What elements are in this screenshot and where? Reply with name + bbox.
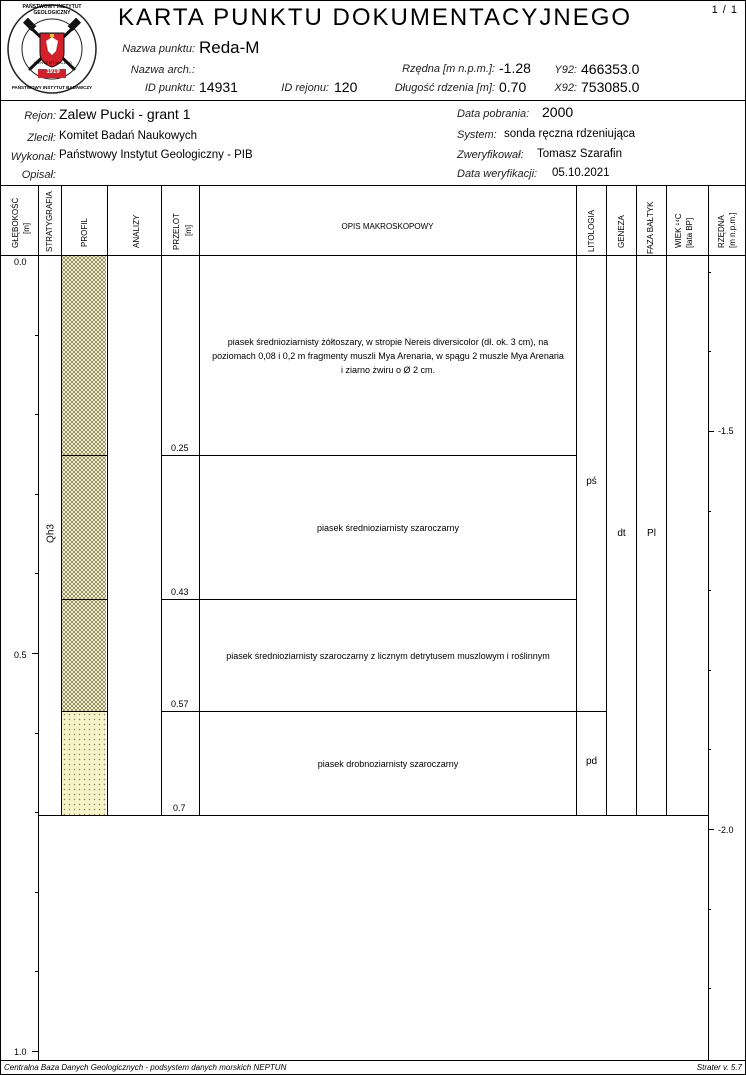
rzedna-tick: [708, 909, 711, 910]
col-rzedna-unit: [m n.p.m.]: [728, 212, 737, 248]
faza-value: Pl: [647, 528, 656, 539]
x92-label: X92:: [554, 82, 577, 94]
interval-1-bottom: 0.25: [171, 443, 189, 453]
depth-tick: [32, 255, 38, 256]
depth-tick: [35, 812, 38, 813]
id-rejonu-label: ID rejonu:: [281, 82, 329, 94]
przelot-left: [161, 255, 162, 815]
nazwa-punktu-value: Reda-M: [199, 38, 260, 57]
data-weryfikacji-label: Data weryfikacji:: [457, 168, 538, 180]
rzedna-tick: [708, 511, 711, 512]
litologia-1: pś: [586, 476, 597, 487]
logo-motto: MENTE ET MALLEO: [34, 60, 72, 65]
x92-value: 753085.0: [581, 79, 640, 95]
col-wiek-unit: [lata BP]: [685, 217, 694, 248]
col-sep-przelot: [199, 185, 200, 255]
zlecil-value: Komitet Badań Naukowych: [59, 130, 198, 142]
depth-tick: [35, 892, 38, 893]
rzedna-tick: [708, 272, 711, 273]
profil-b2: [61, 599, 107, 600]
depth-1: 1.0: [14, 1047, 27, 1057]
interval-2-desc: piasek średnioziarnisty szaroczarny: [316, 522, 460, 533]
column-header-top: [0, 185, 746, 186]
pig-emblem-icon: [6, 3, 98, 95]
col-sep-analizy: [161, 185, 162, 255]
profil-b1: [61, 455, 107, 456]
col-sep-strat: [61, 185, 62, 255]
depth-05: 0.5: [14, 650, 27, 660]
data-pobrania-label: Data pobrania:: [457, 108, 530, 120]
opisal-label: Opisał:: [21, 169, 56, 181]
depth-tick: [35, 971, 38, 972]
stratygrafia-value: Qh3: [45, 524, 57, 543]
wykonal-label: Wykonał:: [10, 151, 56, 163]
rzedna-label: Rzędna [m n.p.m.]:: [402, 63, 495, 75]
interval-3-desc: piasek średnioziarnisty szaroczarny z licznym detrytusem muszlowym i roślinnym: [226, 650, 550, 661]
col-wiek: WIEK ¹⁴C: [674, 213, 683, 248]
data-weryfikacji-value: 05.10.2021: [552, 167, 610, 179]
faza-right: [666, 255, 667, 815]
footer-divider: [0, 1060, 746, 1061]
depth-tick: [32, 1051, 38, 1052]
y92-value: 466353.0: [581, 61, 640, 77]
col-analizy: ANALIZY: [132, 214, 141, 248]
system-label: System:: [457, 129, 497, 141]
card-title: KARTA PUNKTU DOKUMENTACYJNEGO: [118, 4, 633, 31]
geneza-value: dt: [617, 528, 626, 539]
interval-2-bottom: 0.43: [171, 587, 189, 597]
rzedna-tick: [708, 749, 711, 750]
nazwa-arch-label: Nazwa arch.:: [130, 64, 195, 76]
col-profil: PROFIL: [80, 218, 89, 247]
id-rejonu-value: 120: [334, 79, 358, 95]
dlugosc-label: Długość rdzenia [m]:: [394, 82, 495, 94]
depth-0: 0.0: [14, 257, 27, 267]
depth-tick: [35, 573, 38, 574]
header-divider: [0, 100, 746, 101]
col-sep-opis: [576, 185, 577, 255]
data-pobrania-value: 2000: [542, 104, 574, 120]
system-value: sonda ręczna rdzeniująca: [504, 128, 636, 140]
col-sep-faza: [666, 185, 667, 255]
rzedna-15: -1.5: [718, 426, 734, 436]
rzedna-tick: [708, 988, 711, 989]
depth-tick: [35, 414, 38, 415]
profil-left: [61, 255, 62, 815]
footer-source: Centralna Baza Danych Geologicznych - podsystem danych morskich NEPTUN: [4, 1063, 287, 1072]
id-punktu-value: 14931: [199, 79, 238, 95]
col-sep-profil: [107, 185, 108, 255]
nazwa-punktu-label: Nazwa punktu:: [122, 43, 195, 55]
profil-b3: [61, 711, 107, 712]
id-punktu-label: ID punktu:: [144, 82, 195, 94]
col-przelot: PRZELOT: [172, 213, 181, 250]
rzedna-value: -1.28: [499, 60, 531, 76]
zweryfikowal-label: Zweryfikował:: [457, 149, 524, 161]
profile-medium-sand: [62, 256, 106, 711]
zweryfikowal-value: Tomasz Szarafin: [537, 148, 623, 160]
depth-tick: [32, 653, 38, 654]
interval-4-bottom: 0.7: [173, 803, 186, 813]
logo-bottom-text: PAŃSTWOWY INSTYTUT BADAWCZY: [11, 85, 93, 90]
dlugosc-value: 0.70: [499, 79, 527, 95]
depth-tick: [35, 494, 38, 495]
profil-right: [107, 255, 108, 815]
interval-4-desc: piasek drobnoziarnisty szaroczarny: [317, 758, 459, 769]
page-number: 1 / 1: [711, 4, 738, 16]
pig-logo: [6, 3, 98, 95]
col-opis: OPIS MAKROSKOPOWY: [341, 222, 434, 231]
depth-tick: [35, 733, 38, 734]
wykonal-value: Państwowy Instytut Geologiczny - PIB: [59, 149, 253, 161]
rejon-label: Rejon:: [24, 110, 56, 122]
col-geneza: GENEZA: [617, 215, 626, 248]
col-litologia: LITOLOGIA: [587, 209, 596, 252]
col-glebokosc-unit: [m]: [22, 222, 31, 234]
col-sep-depth: [38, 185, 39, 1060]
interval-1-desc: piasek średnioziarnisty żółtoszary, w stropie Nereis diversicolor (dł. ok. 3 cm), na poziomach 0,08 i 0,2 m fragmenty muszli Mya Arenaria, w spągu 2 muszle Mya Arenaria i ziarno żwiru o Ø 2 cm.: [212, 336, 564, 375]
logo-year: 1919: [46, 69, 60, 75]
interval-3-bottom: 0.57: [171, 699, 189, 709]
opis-right: [576, 255, 577, 815]
litologia-2: pd: [585, 756, 598, 767]
col-sep-wiek: [708, 185, 709, 1060]
col-przelot-unit: [m]: [184, 224, 193, 236]
col-sep-lit: [606, 185, 607, 255]
logo-top-text: PAŃSTWOWY INSTYTUT GEOLOGICZNY: [22, 4, 82, 16]
col-faza: FAZA BAŁTYK: [646, 201, 655, 254]
rzedna-tick: [708, 431, 714, 432]
footer-version: Strater v. 5.7: [696, 1063, 742, 1072]
rzedna-tick: [708, 829, 714, 830]
rzedna-tick: [708, 590, 711, 591]
col-glebokosc: GŁĘBOKOŚĆ: [11, 197, 20, 248]
y92-label: Y92:: [554, 64, 577, 76]
rejon-value: Zalew Pucki - grant 1: [59, 106, 191, 122]
zlecil-label: Zlecił:: [27, 132, 56, 144]
col-stratygrafia: STRATYGRAFIA: [45, 191, 54, 252]
depth-tick: [35, 335, 38, 336]
core-bottom: [38, 815, 708, 816]
col-sep-gen: [636, 185, 637, 255]
rzedna-tick: [708, 670, 711, 671]
profile-fine-sand: [62, 712, 106, 815]
col-rzedna: RZĘDNA: [717, 215, 726, 248]
rzedna-tick: [708, 351, 711, 352]
rzedna-20: -2.0: [718, 825, 734, 835]
